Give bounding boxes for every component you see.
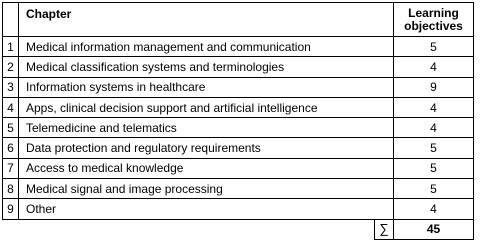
row-number: 8: [3, 179, 19, 199]
table-header-row: [3, 3, 474, 37]
sum-total: 45: [394, 219, 474, 239]
row-chapter: Medical information management and communication: [19, 37, 394, 57]
row-number: 9: [3, 199, 19, 219]
row-objectives: 9: [394, 77, 474, 97]
sum-row: [3, 219, 474, 239]
table-row: [3, 118, 474, 138]
table-row: [3, 37, 474, 57]
sum-symbol: ∑: [375, 219, 394, 239]
row-chapter: Medical classification systems and terminologies: [19, 57, 394, 77]
table-row: [3, 57, 474, 77]
row-number: 2: [3, 57, 19, 77]
row-number: 1: [3, 37, 19, 57]
row-chapter: Data protection and regulatory requirements: [19, 138, 394, 158]
header-learning-objectives: [394, 3, 474, 37]
table-row: [3, 77, 474, 97]
row-number: 7: [3, 158, 19, 178]
row-number: 5: [3, 118, 19, 138]
row-chapter: Telemedicine and telematics: [19, 118, 394, 138]
sum-spacer: [3, 219, 375, 239]
row-chapter: Other: [19, 199, 394, 219]
row-number: 4: [3, 97, 19, 117]
table-row: [3, 199, 474, 219]
row-chapter: Apps, clinical decision support and artificial intelligence: [19, 97, 394, 117]
row-objectives: 5: [394, 37, 474, 57]
header-number-cell: [3, 3, 19, 37]
row-objectives: 4: [394, 57, 474, 77]
row-objectives: 4: [394, 118, 474, 138]
row-chapter: Access to medical knowledge: [19, 158, 394, 178]
table-row: [3, 138, 474, 158]
header-learning-objectives-line1: Learning: [408, 6, 459, 20]
row-objectives: 5: [394, 138, 474, 158]
row-objectives: 4: [394, 97, 474, 117]
row-objectives: 5: [394, 179, 474, 199]
row-objectives: 5: [394, 158, 474, 178]
table-row: [3, 97, 474, 117]
table-row: [3, 158, 474, 178]
learning-objectives-table: [2, 2, 474, 240]
learning-objectives-table-container: [2, 2, 495, 240]
row-number: 3: [3, 77, 19, 97]
row-chapter: Information systems in healthcare: [19, 77, 394, 97]
row-number: 6: [3, 138, 19, 158]
table-row: [3, 179, 474, 199]
header-chapter: Chapter: [19, 3, 394, 37]
row-objectives: 4: [394, 199, 474, 219]
header-learning-objectives-line2: objectives: [404, 19, 463, 33]
row-chapter: Medical signal and image processing: [19, 179, 394, 199]
